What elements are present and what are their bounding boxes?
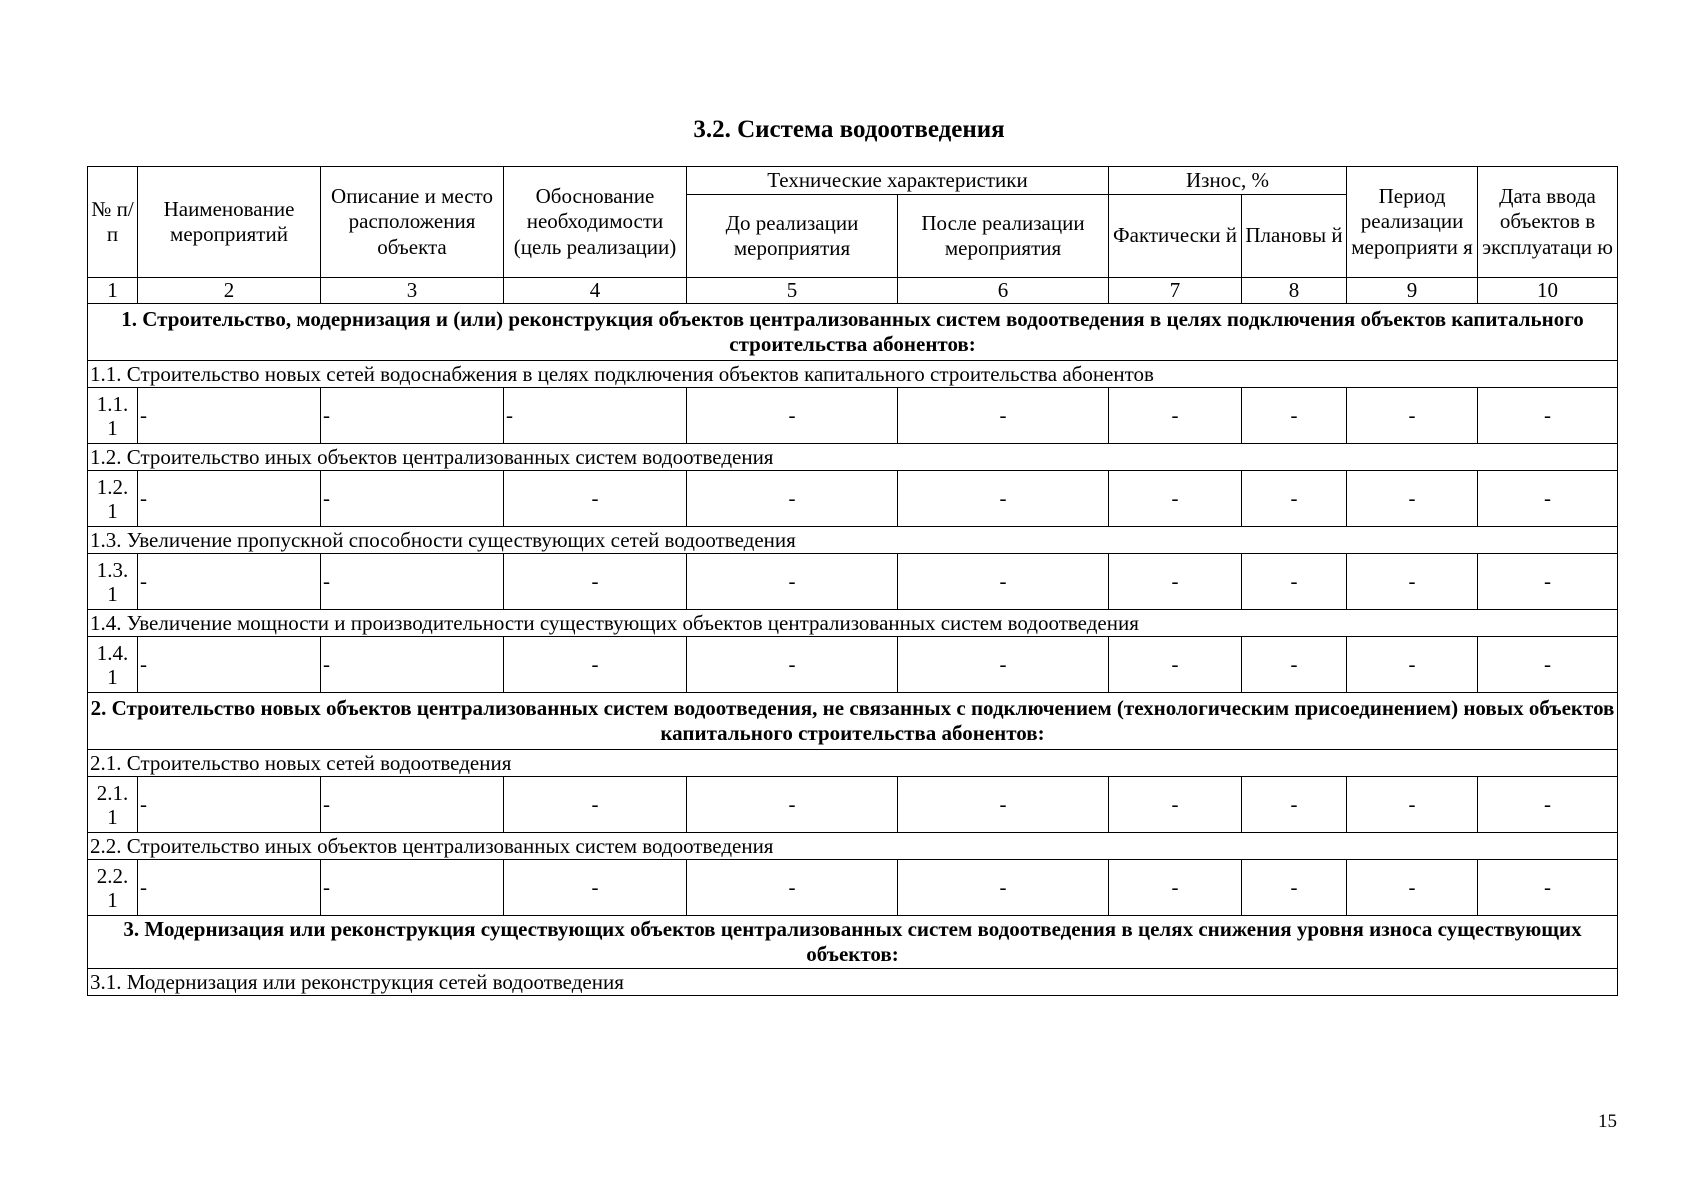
column-number: 2 bbox=[138, 278, 321, 304]
table-cell: - bbox=[138, 554, 321, 610]
table-cell: - bbox=[1109, 388, 1242, 444]
subsection-label: 1.4. Увеличение мощности и производительности существующих объектов централизованных систем водоотведения bbox=[88, 610, 1618, 637]
table-cell: - bbox=[138, 860, 321, 916]
section-heading: 1. Строительство, модернизация и (или) реконструкция объектов централизованных систем водоотведения в целях подключения объектов капитального строительства абонентов: bbox=[88, 304, 1618, 361]
table-row bbox=[88, 471, 1618, 527]
table-cell: - bbox=[1109, 554, 1242, 610]
table-cell: - bbox=[1347, 860, 1478, 916]
table-cell: - bbox=[1109, 860, 1242, 916]
table-cell: - bbox=[1242, 637, 1347, 693]
table-cell: - bbox=[687, 554, 898, 610]
table-cell: - bbox=[138, 388, 321, 444]
subsection-row bbox=[88, 833, 1618, 860]
page-number: 15 bbox=[1598, 1111, 1617, 1132]
table-cell: - bbox=[504, 554, 687, 610]
table-cell: - bbox=[1242, 554, 1347, 610]
table-cell: - bbox=[687, 860, 898, 916]
row-number: 1.4. 1 bbox=[88, 637, 138, 693]
table-cell: - bbox=[1109, 777, 1242, 833]
table-cell: - bbox=[504, 388, 687, 444]
column-number: 5 bbox=[687, 278, 898, 304]
header-wear: Износ, % bbox=[1109, 167, 1347, 195]
table-cell: - bbox=[1478, 860, 1618, 916]
column-number: 7 bbox=[1109, 278, 1242, 304]
table-row bbox=[88, 637, 1618, 693]
column-number: 6 bbox=[898, 278, 1109, 304]
table-cell: - bbox=[898, 777, 1109, 833]
section-row bbox=[88, 304, 1618, 361]
table-cell: - bbox=[321, 388, 504, 444]
table-cell: - bbox=[1347, 777, 1478, 833]
table-row bbox=[88, 554, 1618, 610]
header-tech: Технические характеристики bbox=[687, 167, 1109, 195]
table-cell: - bbox=[1109, 637, 1242, 693]
table-cell: - bbox=[321, 637, 504, 693]
table-cell: - bbox=[1478, 637, 1618, 693]
table-cell: - bbox=[898, 554, 1109, 610]
section-heading: 3. Модернизация или реконструкция существующих объектов централизованных систем водоотведения в целях снижения уровня износа существующих объектов: bbox=[88, 916, 1618, 969]
table-cell: - bbox=[898, 388, 1109, 444]
table-cell: - bbox=[1347, 471, 1478, 527]
table-cell: - bbox=[321, 777, 504, 833]
subsection-row bbox=[88, 610, 1618, 637]
table-cell: - bbox=[1242, 777, 1347, 833]
table-cell: - bbox=[1242, 860, 1347, 916]
table-cell: - bbox=[1478, 471, 1618, 527]
table-cell: - bbox=[898, 637, 1109, 693]
row-number: 2.1. 1 bbox=[88, 777, 138, 833]
subsection-label: 2.1. Строительство новых сетей водоотведения bbox=[88, 750, 1618, 777]
table-cell: - bbox=[1347, 554, 1478, 610]
row-number: 1.1. 1 bbox=[88, 388, 138, 444]
header-tech-after: После реализации мероприятия bbox=[898, 195, 1109, 278]
subsection-label: 1.2. Строительство иных объектов централизованных систем водоотведения bbox=[88, 444, 1618, 471]
table-cell: - bbox=[1478, 777, 1618, 833]
header-tech-before: До реализации мероприятия bbox=[687, 195, 898, 278]
table-cell: - bbox=[321, 471, 504, 527]
table-cell: - bbox=[898, 860, 1109, 916]
subsection-row bbox=[88, 361, 1618, 388]
subsection-label: 2.2. Строительство иных объектов централизованных систем водоотведения bbox=[88, 833, 1618, 860]
row-number: 1.2. 1 bbox=[88, 471, 138, 527]
subsection-row bbox=[88, 444, 1618, 471]
table-row bbox=[88, 777, 1618, 833]
table-cell: - bbox=[1347, 388, 1478, 444]
table-cell: - bbox=[1109, 471, 1242, 527]
subsection-row bbox=[88, 750, 1618, 777]
column-number: 3 bbox=[321, 278, 504, 304]
section-row bbox=[88, 693, 1618, 750]
measures-table bbox=[87, 166, 1618, 996]
column-number: 9 bbox=[1347, 278, 1478, 304]
table-cell: - bbox=[504, 777, 687, 833]
table-row bbox=[88, 860, 1618, 916]
table-cell: - bbox=[138, 637, 321, 693]
table-cell: - bbox=[321, 860, 504, 916]
header-name: Наименование мероприятий bbox=[138, 167, 321, 278]
subsection-label: 1.3. Увеличение пропускной способности существующих сетей водоотведения bbox=[88, 527, 1618, 554]
table-cell: - bbox=[504, 637, 687, 693]
table-cell: - bbox=[687, 777, 898, 833]
column-number: 8 bbox=[1242, 278, 1347, 304]
table-cell: - bbox=[504, 860, 687, 916]
table-cell: - bbox=[1478, 388, 1618, 444]
header-num: № п/п bbox=[88, 167, 138, 278]
page-title: 3.2. Система водоотведения bbox=[693, 116, 1005, 143]
table-cell: - bbox=[687, 637, 898, 693]
column-number: 10 bbox=[1478, 278, 1618, 304]
section-heading: 2. Строительство новых объектов централизованных систем водоотведения, не связанных с подключением (технологическим присоединением) новых объектов капитального строительства абонентов: bbox=[88, 693, 1618, 750]
subsection-row bbox=[88, 969, 1618, 996]
subsection-label: 3.1. Модернизация или реконструкция сетей водоотведения bbox=[88, 969, 1618, 996]
table-cell: - bbox=[138, 471, 321, 527]
header-justification: Обоснование необходимости (цель реализации) bbox=[504, 167, 687, 278]
table-cell: - bbox=[321, 554, 504, 610]
table-row bbox=[88, 388, 1618, 444]
table-cell: - bbox=[687, 471, 898, 527]
header-period: Период реализации мероприяти я bbox=[1347, 167, 1478, 278]
subsection-label: 1.1. Строительство новых сетей водоснабжения в целях подключения объектов капитального строительства абонентов bbox=[88, 361, 1618, 388]
table-cell: - bbox=[898, 471, 1109, 527]
row-number: 2.2. 1 bbox=[88, 860, 138, 916]
subsection-row bbox=[88, 527, 1618, 554]
table-cell: - bbox=[1347, 637, 1478, 693]
header-wear-actual: Фактически й bbox=[1109, 195, 1242, 278]
table-cell: - bbox=[1478, 554, 1618, 610]
table-cell: - bbox=[1242, 471, 1347, 527]
table-cell: - bbox=[138, 777, 321, 833]
table-cell: - bbox=[687, 388, 898, 444]
header-commission: Дата ввода объектов в эксплуатаци ю bbox=[1478, 167, 1618, 278]
header-wear-planned: Плановы й bbox=[1242, 195, 1347, 278]
column-number: 1 bbox=[88, 278, 138, 304]
table-cell: - bbox=[1242, 388, 1347, 444]
table-cell: - bbox=[504, 471, 687, 527]
column-number: 4 bbox=[504, 278, 687, 304]
row-number: 1.3. 1 bbox=[88, 554, 138, 610]
header-description: Описание и место расположения объекта bbox=[321, 167, 504, 278]
section-row bbox=[88, 916, 1618, 969]
